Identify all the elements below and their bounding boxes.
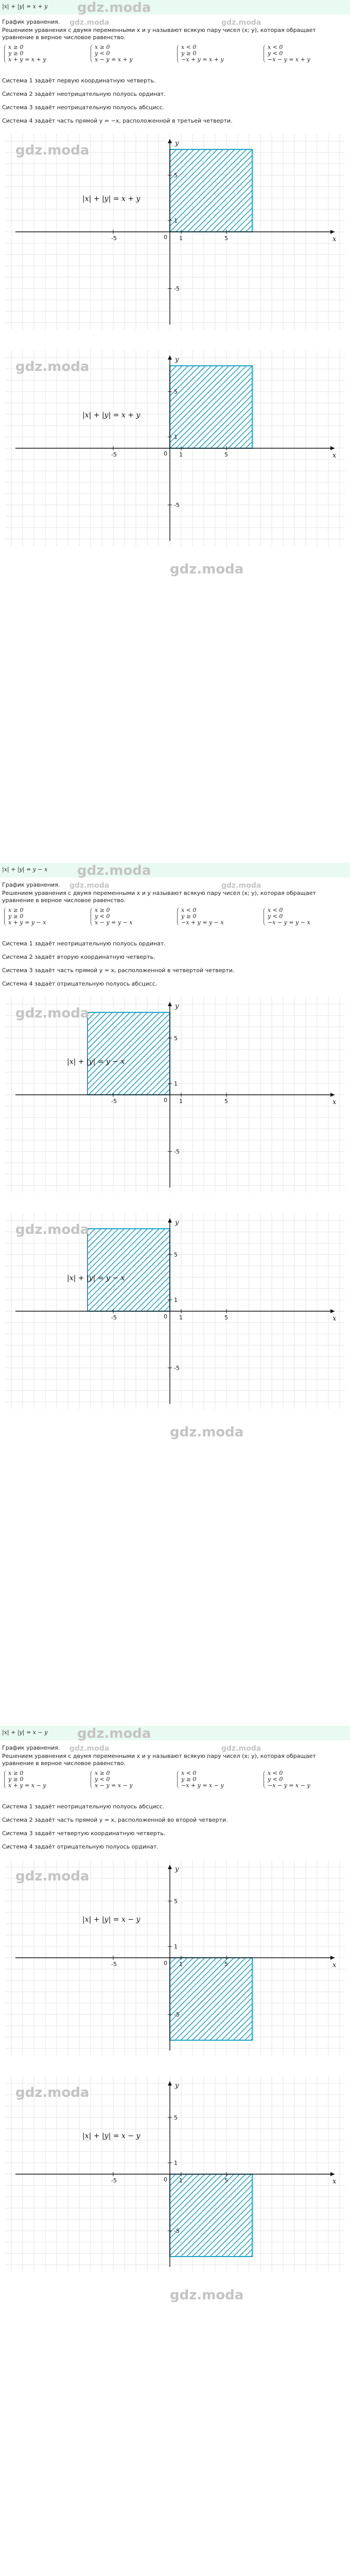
- y-tick-tick_pos: 5: [174, 1251, 178, 1258]
- system-line: x + y = x − y: [8, 1782, 46, 1789]
- shaded-quadrant: [87, 1229, 170, 1311]
- system-line: x + y = y − x: [8, 919, 46, 926]
- system-3: [177, 44, 224, 63]
- x-tick-one: 1: [179, 451, 183, 458]
- y-tick-one: 1: [174, 1297, 178, 1303]
- graph-equation-label: |x| + |y| = x − y: [82, 1916, 141, 1924]
- y-axis-label: y: [175, 1003, 179, 1010]
- watermark: gdz.moda: [170, 2287, 244, 2303]
- watermark: gdz.moda: [15, 2085, 90, 2100]
- system-line: x ≥ 0: [8, 907, 24, 913]
- intro-text: Решением уравнения с двумя переменными x и y называют всякую пару чисел (x; y), которая обращает уравнение в верное числовое равенство.: [2, 890, 316, 904]
- x-tick-tick_pos: 5: [224, 1098, 228, 1105]
- y-tick-tick_neg: -5: [174, 2011, 180, 2018]
- system-line: x ≥ 0: [8, 1770, 24, 1776]
- system-4: [264, 44, 310, 63]
- x-tick-tick_neg: -5: [111, 1961, 117, 1968]
- shaded-quadrant: [87, 1012, 170, 1095]
- system-line: y ≥ 0: [8, 913, 24, 920]
- y-axis-label: y: [175, 140, 179, 147]
- x-arrow: [330, 446, 335, 450]
- graph-equation-label: |x| + |y| = x − y: [82, 2132, 141, 2140]
- y-tick-one: 1: [174, 1080, 178, 1087]
- system-line: x < 0: [181, 907, 197, 913]
- watermark: gdz.moda: [15, 143, 90, 158]
- graph-equation-label: |x| + |y| = x + y: [82, 411, 141, 419]
- system-result-1: Система 1 задаёт неотрицательную полуось абсцисс.: [2, 1803, 165, 1810]
- y-tick-tick_pos: 5: [174, 172, 178, 179]
- watermark: gdz.moda: [15, 1006, 90, 1021]
- origin-label: 0: [164, 2176, 167, 2183]
- graph-title: График уравнения.: [2, 1744, 60, 1751]
- watermark: gdz.moda: [170, 1425, 244, 1440]
- system-line: −x + y = x − y: [181, 1782, 224, 1789]
- system-4: [264, 907, 310, 926]
- system-line: x ≥ 0: [95, 44, 110, 50]
- x-tick-tick_pos: 5: [224, 1961, 228, 1968]
- x-tick-tick_pos: 5: [224, 235, 228, 242]
- watermark: gdz.moda: [69, 19, 110, 27]
- y-axis-label: y: [175, 1866, 179, 1873]
- section-1: [0, 0, 350, 863]
- coordinate-plane-0-1: [5, 350, 345, 546]
- x-tick-tick_neg: -5: [111, 235, 117, 242]
- watermark: gdz.moda: [15, 359, 90, 375]
- watermark: gdz.moda: [170, 562, 244, 577]
- shaded-quadrant: [170, 149, 252, 232]
- x-tick-tick_pos: 5: [224, 2177, 228, 2184]
- y-tick-one: 1: [174, 217, 178, 224]
- origin-label: 0: [164, 234, 167, 241]
- y-tick-tick_neg: -5: [174, 502, 180, 509]
- y-tick-tick_neg: -5: [174, 1365, 180, 1371]
- shaded-quadrant: [170, 1958, 252, 2040]
- system-3: [177, 1770, 224, 1789]
- system-line: y ≥ 0: [181, 1776, 197, 1783]
- intro-text: Решением уравнения с двумя переменными x и y называют всякую пару чисел (x; y), которая обращает уравнение в верное числовое равенство.: [2, 1753, 316, 1767]
- equation-title: |x| + |y| = x − y: [2, 1729, 48, 1736]
- coordinate-plane-2-0: [5, 1860, 345, 2056]
- y-axis-label: y: [175, 1219, 179, 1227]
- system-result-2: Система 2 задаёт вторую координатную четверть.: [2, 954, 155, 960]
- x-arrow: [330, 1956, 335, 1960]
- x-tick-one: 1: [179, 1098, 183, 1105]
- system-2: [91, 44, 132, 63]
- y-axis-label: y: [175, 356, 179, 364]
- y-tick-tick_neg: -5: [174, 285, 180, 292]
- x-axis-label: x: [332, 1961, 337, 1969]
- coordinate-plane-2-1: [5, 2076, 345, 2272]
- y-tick-tick_neg: -5: [174, 2228, 180, 2234]
- section-separator: [0, 0, 350, 14]
- coordinate-plane-1-0: [5, 997, 345, 1193]
- x-tick-tick_neg: -5: [111, 451, 117, 458]
- x-tick-one: 1: [179, 1961, 183, 1968]
- system-line: y ≥ 0: [181, 913, 197, 920]
- y-tick-tick_pos: 5: [174, 1898, 178, 1905]
- system-result-3: Система 3 задаёт часть прямой y = x, расположенной в четвертой четверти.: [2, 967, 235, 974]
- system-result-4: Система 4 задаёт отрицательную полуось абсцисс.: [2, 980, 157, 987]
- system-4: [264, 1770, 310, 1789]
- system-3: [177, 907, 224, 926]
- x-tick-tick_neg: -5: [111, 2177, 117, 2184]
- section-3: [0, 1726, 350, 2576]
- y-tick-tick_neg: -5: [174, 1148, 180, 1155]
- system-result-2: Система 2 задаёт часть прямой y = x, расположенной во второй четверти.: [2, 1817, 228, 1823]
- system-result-3: Система 3 задаёт четвертую координатную четверть.: [2, 1830, 166, 1837]
- system-line: −x − y = y − x: [268, 919, 310, 926]
- system-line: x − y = x − y: [95, 1782, 133, 1789]
- system-line: x < 0: [268, 907, 283, 913]
- system-line: x − y = y − x: [95, 919, 133, 926]
- y-tick-one: 1: [174, 434, 178, 440]
- system-result-1: Система 1 задаёт первую координатную четверть.: [2, 77, 156, 84]
- x-axis-label: x: [332, 2178, 337, 2185]
- y-tick-one: 1: [174, 1943, 178, 1950]
- y-tick-one: 1: [174, 2160, 178, 2166]
- x-tick-tick_neg: -5: [111, 1314, 117, 1321]
- intro-text: Решением уравнения с двумя переменными x и y называют всякую пару чисел (x; y), которая обращает уравнение в верное числовое равенство.: [2, 27, 316, 41]
- watermark: gdz.moda: [77, 863, 151, 878]
- system-line: y ≥ 0: [181, 50, 197, 57]
- coordinate-plane-1-1: [5, 1213, 345, 1409]
- shaded-quadrant: [170, 366, 252, 448]
- system-line: x ≥ 0: [8, 44, 24, 50]
- system-result-3: Система 3 задаёт неотрицательную полуось абсцисс.: [2, 104, 165, 111]
- system-2: [91, 907, 132, 926]
- section-separator: [0, 863, 350, 877]
- system-line: −x − y = x − y: [268, 1782, 310, 1789]
- system-line: x < 0: [181, 44, 197, 50]
- section-separator: [0, 1726, 350, 1740]
- system-line: x + y = x + y: [8, 56, 46, 63]
- x-tick-tick_pos: 5: [224, 451, 228, 458]
- x-axis-label: x: [332, 452, 337, 460]
- y-axis-label: y: [175, 2082, 179, 2090]
- graph-title: График уравнения.: [2, 882, 60, 888]
- watermark: gdz.moda: [69, 1744, 110, 1753]
- equation-title: |x| + |y| = x + y: [2, 3, 48, 10]
- watermark: gdz.moda: [221, 19, 261, 27]
- system-line: y < 0: [95, 913, 110, 920]
- x-tick-one: 1: [179, 1314, 183, 1321]
- system-result-4: Система 4 задаёт отрицательную полуось ординат.: [2, 1843, 159, 1850]
- system-line: y < 0: [95, 50, 110, 57]
- origin-label: 0: [164, 450, 167, 457]
- system-line: −x + y = x + y: [181, 56, 224, 63]
- shaded-quadrant: [170, 2174, 252, 2257]
- graph-equation-label: |x| + |y| = y − x: [67, 1058, 125, 1066]
- y-tick-tick_pos: 5: [174, 1035, 178, 1042]
- system-line: y ≥ 0: [8, 1776, 24, 1783]
- origin-label: 0: [164, 1313, 167, 1320]
- watermark: gdz.moda: [15, 1222, 90, 1238]
- system-line: x < 0: [268, 1770, 283, 1776]
- graph-title: График уравнения.: [2, 19, 60, 25]
- system-line: y < 0: [268, 50, 283, 57]
- system-line: y < 0: [268, 1776, 283, 1783]
- x-axis-label: x: [332, 1098, 337, 1106]
- system-line: x ≥ 0: [95, 907, 110, 913]
- system-1: [4, 1770, 46, 1789]
- watermark: gdz.moda: [77, 1726, 151, 1741]
- x-arrow: [330, 1093, 335, 1097]
- graph-equation-label: |x| + |y| = y − x: [67, 1274, 125, 1282]
- y-tick-tick_pos: 5: [174, 388, 178, 395]
- watermark: gdz.moda: [221, 1744, 261, 1753]
- system-line: x − y = x + y: [95, 56, 133, 63]
- origin-label: 0: [164, 1097, 167, 1104]
- x-arrow: [330, 230, 335, 234]
- system-line: −x − y = x + y: [268, 56, 310, 63]
- system-line: x < 0: [268, 44, 283, 50]
- coordinate-plane-0-0: [5, 134, 345, 330]
- x-arrow: [330, 2172, 335, 2176]
- system-result-4: Система 4 задаёт часть прямой y = −x, расположенной в третьей четверти.: [2, 117, 233, 124]
- watermark: gdz.moda: [69, 882, 110, 890]
- x-tick-tick_neg: -5: [111, 1098, 117, 1105]
- system-line: y ≥ 0: [8, 50, 24, 57]
- system-line: y < 0: [95, 1776, 110, 1783]
- system-result-2: Система 2 задаёт неотрицательную полуось ординат.: [2, 91, 166, 97]
- y-tick-tick_pos: 5: [174, 2114, 178, 2121]
- system-2: [91, 1770, 132, 1789]
- x-arrow: [330, 1309, 335, 1313]
- origin-label: 0: [164, 1960, 167, 1967]
- system-1: [4, 907, 46, 926]
- x-axis-label: x: [332, 1315, 337, 1323]
- system-1: [4, 44, 46, 63]
- graph-equation-label: |x| + |y| = x + y: [82, 195, 141, 203]
- section-2: [0, 863, 350, 1726]
- watermark: gdz.moda: [221, 882, 261, 890]
- system-line: x ≥ 0: [95, 1770, 110, 1776]
- x-tick-one: 1: [179, 235, 183, 242]
- x-tick-one: 1: [179, 2177, 183, 2184]
- system-line: y < 0: [268, 913, 283, 920]
- system-line: −x + y = y − x: [181, 919, 224, 926]
- x-tick-tick_pos: 5: [224, 1314, 228, 1321]
- watermark: gdz.moda: [15, 1869, 90, 1884]
- system-line: x < 0: [181, 1770, 197, 1776]
- system-result-1: Система 1 задаёт неотрицательную полуось ординат.: [2, 940, 166, 947]
- watermark: gdz.moda: [77, 0, 151, 15]
- x-axis-label: x: [332, 235, 337, 243]
- equation-title: |x| + |y| = y − x: [2, 866, 48, 873]
